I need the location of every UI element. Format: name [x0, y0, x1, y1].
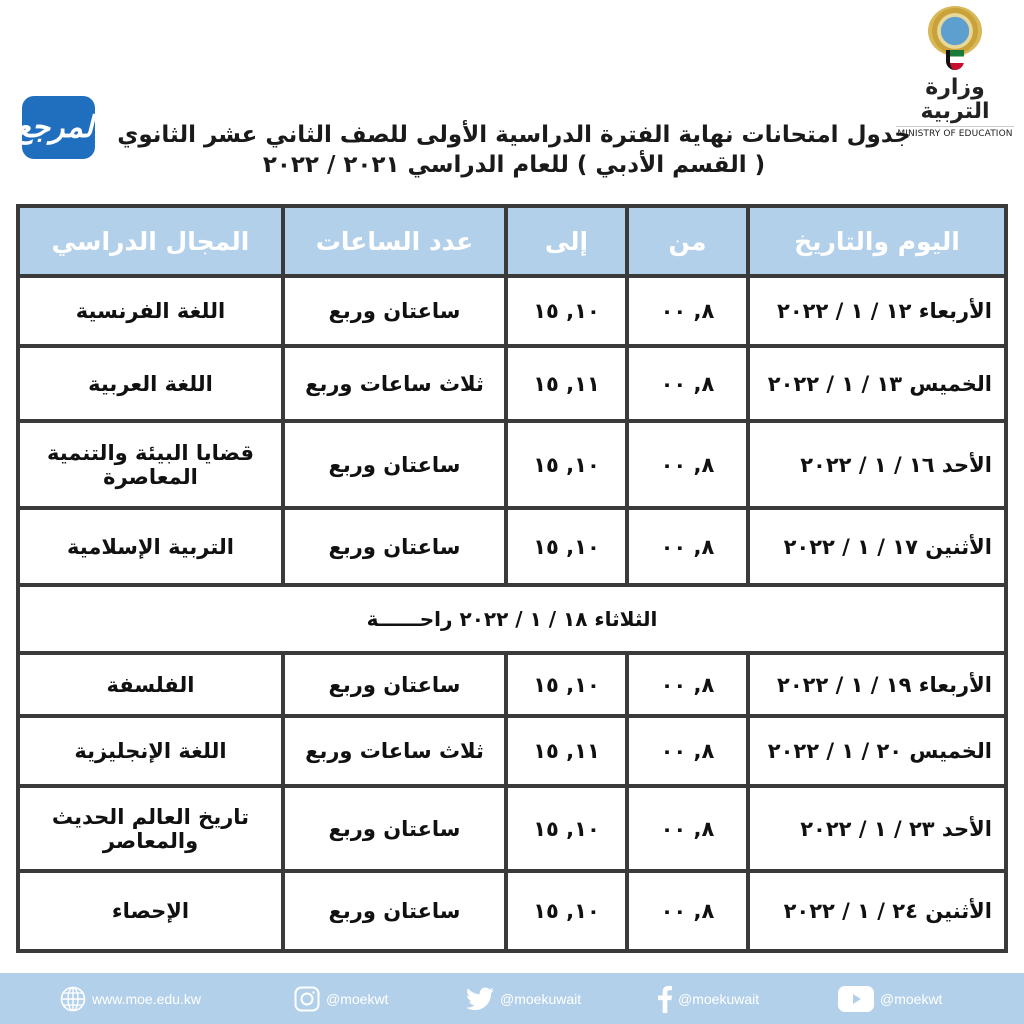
table-row — [18, 653, 1006, 716]
cell-date: الأحد ٢٣ / ١ / ٢٠٢٢ — [748, 786, 1006, 871]
ministry-name-arabic: وزارة التربية — [920, 75, 990, 124]
contact-footer — [0, 973, 1024, 1024]
table-row — [18, 716, 1006, 786]
instagram-handle: @moekwt — [326, 990, 389, 1007]
cell-from: ٨, ٠٠ — [627, 276, 748, 346]
col-header-to: إلى — [506, 206, 627, 276]
footer-twitter[interactable] — [466, 987, 581, 1011]
cell-from: ٨, ٠٠ — [627, 786, 748, 871]
facebook-icon — [658, 985, 672, 1013]
globe-icon — [60, 986, 86, 1012]
cell-from: ٨, ٠٠ — [627, 508, 748, 585]
cell-date: الخميس ١٣ / ١ / ٢٠٢٢ — [748, 346, 1006, 421]
table-row — [18, 346, 1006, 421]
table-row — [18, 871, 1006, 951]
cell-to: ١٠, ١٥ — [506, 508, 627, 585]
cell-to: ١٠, ١٥ — [506, 653, 627, 716]
almarje-logo: المرجع — [22, 96, 95, 159]
facebook-handle: @moekuwait — [678, 990, 760, 1007]
youtube-icon — [838, 986, 874, 1012]
cell-subject: الفلسفة — [18, 653, 283, 716]
cell-subject: اللغة العربية — [18, 346, 283, 421]
cell-date: الأثنين ٢٤ / ١ / ٢٠٢٢ — [748, 871, 1006, 951]
cell-hours: ثلاث ساعات وربع — [283, 716, 506, 786]
youtube-handle: @moekwt — [880, 990, 943, 1007]
instagram-icon — [294, 986, 320, 1012]
cell-hours: ساعتان وربع — [283, 786, 506, 871]
cell-from: ٨, ٠٠ — [627, 716, 748, 786]
cell-to: ١٠, ١٥ — [506, 276, 627, 346]
cell-hours: ساعتان وربع — [283, 653, 506, 716]
table-row — [18, 276, 1006, 346]
cell-subject: قضايا البيئة والتنمية المعاصرة — [18, 421, 283, 508]
footer-facebook[interactable] — [658, 985, 759, 1013]
cell-subject: الإحصاء — [18, 871, 283, 951]
table-row — [18, 786, 1006, 871]
twitter-handle: @moekuwait — [500, 990, 582, 1007]
cell-subject: اللغة الفرنسية — [18, 276, 283, 346]
table-row — [18, 421, 1006, 508]
footer-website[interactable] — [60, 986, 201, 1012]
cell-date: الأثنين ١٧ / ١ / ٢٠٢٢ — [748, 508, 1006, 585]
cell-to: ١١, ١٥ — [506, 716, 627, 786]
cell-from: ٨, ٠٠ — [627, 421, 748, 508]
rest-day-row — [18, 585, 1006, 653]
page-title — [114, 120, 914, 180]
kuwait-emblem-icon — [926, 6, 984, 70]
col-header-from: من — [627, 206, 748, 276]
col-header-date: اليوم والتاريخ — [748, 206, 1006, 276]
cell-hours: ساعتان وربع — [283, 421, 506, 508]
cell-to: ١١, ١٥ — [506, 346, 627, 421]
col-header-hours: عدد الساعات — [283, 206, 506, 276]
cell-hours: ساعتان وربع — [283, 508, 506, 585]
cell-hours: ساعتان وربع — [283, 871, 506, 951]
cell-from: ٨, ٠٠ — [627, 346, 748, 421]
twitter-icon — [466, 987, 494, 1011]
col-header-subject: المجال الدراسي — [18, 206, 283, 276]
cell-date: الخميس ٢٠ / ١ / ٢٠٢٢ — [748, 716, 1006, 786]
cell-from: ٨, ٠٠ — [627, 653, 748, 716]
title-line-2: ( القسم الأدبي ) للعام الدراسي ٢٠٢١ / ٢٠٢٢ — [262, 152, 766, 178]
cell-subject: اللغة الإنجليزية — [18, 716, 283, 786]
website-text: www.moe.edu.kw — [92, 990, 201, 1007]
cell-subject: تاريخ العالم الحديث والمعاصر — [18, 786, 283, 871]
cell-date: الأربعاء ١٢ / ١ / ٢٠٢٢ — [748, 276, 1006, 346]
cell-from: ٨, ٠٠ — [627, 871, 748, 951]
exam-schedule-table — [16, 204, 1008, 953]
cell-to: ١٠, ١٥ — [506, 421, 627, 508]
rest-day-cell: الثلاثاء ١٨ / ١ / ٢٠٢٢ راحــــــة — [18, 585, 1006, 653]
cell-to: ١٠, ١٥ — [506, 871, 627, 951]
table-header-row — [18, 206, 1006, 276]
footer-instagram[interactable] — [294, 986, 388, 1012]
cell-date: الأحد ١٦ / ١ / ٢٠٢٢ — [748, 421, 1006, 508]
cell-hours: ساعتان وربع — [283, 276, 506, 346]
cell-to: ١٠, ١٥ — [506, 786, 627, 871]
ministry-name-english: MINISTRY OF EDUCATION — [896, 126, 1014, 139]
cell-date: الأربعاء ١٩ / ١ / ٢٠٢٢ — [748, 653, 1006, 716]
cell-hours: ثلاث ساعات وربع — [283, 346, 506, 421]
cell-subject: التربية الإسلامية — [18, 508, 283, 585]
table-row — [18, 508, 1006, 585]
footer-youtube[interactable] — [838, 986, 942, 1012]
title-line-1: جدول امتحانات نهاية الفترة الدراسية الأولى للصف الثاني عشر الثانوي — [117, 122, 911, 148]
